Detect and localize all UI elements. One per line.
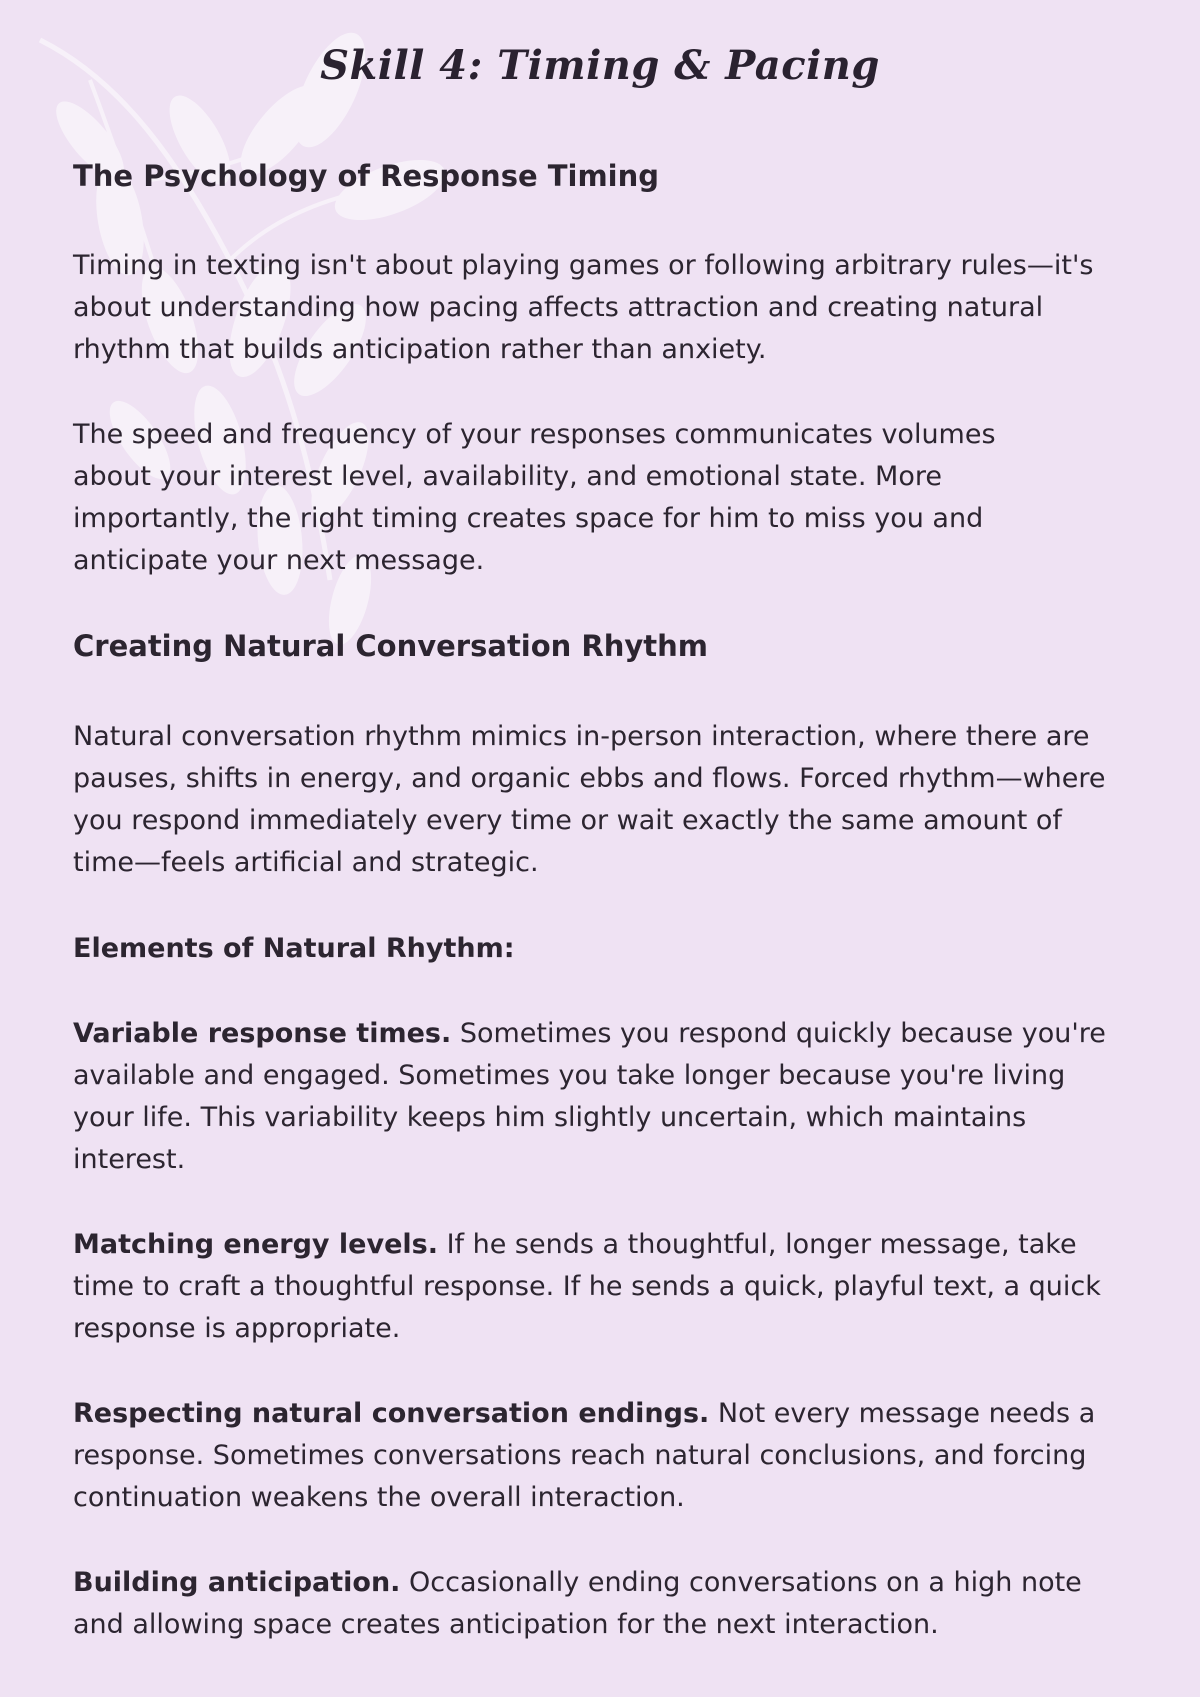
list-item xyxy=(73,1393,1113,1519)
section-heading-rhythm: Creating Natural Conversation Rhythm xyxy=(73,629,709,663)
element-label: Respecting natural conversation endings. xyxy=(73,1398,710,1429)
paragraph-speed-frequency: The speed and frequency of your responses communicates volumes about your interest level, availability, and emotional state. More importantly, the right timing creates space for him to miss you and anticipate your next message. xyxy=(73,419,996,576)
element-label: Variable response times. xyxy=(73,1018,452,1049)
elements-heading: Elements of Natural Rhythm: xyxy=(73,933,515,964)
paragraph-timing-intro: Timing in texting isn't about playing games or following arbitrary rules—it's about understanding how pacing affects attraction and creating natural rhythm that builds anticipation rather than anxiety. xyxy=(73,250,1094,365)
list-item xyxy=(73,1013,1133,1181)
paragraph-natural-rhythm: Natural conversation rhythm mimics in-person interaction, where there are pauses, shifts in energy, and organic ebbs and flows. Forced rhythm—where you respond immediately every time or wait exactly the same amount of time—feels artificial and strategic. xyxy=(73,721,1106,878)
section-heading-psychology: The Psychology of Response Timing xyxy=(73,159,660,193)
list-item xyxy=(73,1562,1113,1646)
page-title: Skill 4: Timing & Pacing xyxy=(320,42,880,89)
element-text: Sometimes you respond quickly because you're available and engaged. Sometimes you take longer because you're living your life. This variability keeps him slightly uncertain, which maintains interest. xyxy=(73,1018,1106,1175)
element-label: Matching energy levels. xyxy=(73,1229,438,1260)
element-text: Not every message needs a response. Sometimes conversations reach natural conclusions, and forcing continuation weakens the overall interaction. xyxy=(73,1398,1096,1513)
list-item xyxy=(73,1224,1113,1350)
element-label: Building anticipation. xyxy=(73,1567,401,1598)
element-text: If he sends a thoughtful, longer message, take time to craft a thoughtful response. If he sends a quick, playful text, a quick response is appropriate. xyxy=(73,1229,1101,1344)
element-text: Occasionally ending conversations on a high note and allowing space creates anticipation for the next interaction. xyxy=(73,1567,1082,1640)
